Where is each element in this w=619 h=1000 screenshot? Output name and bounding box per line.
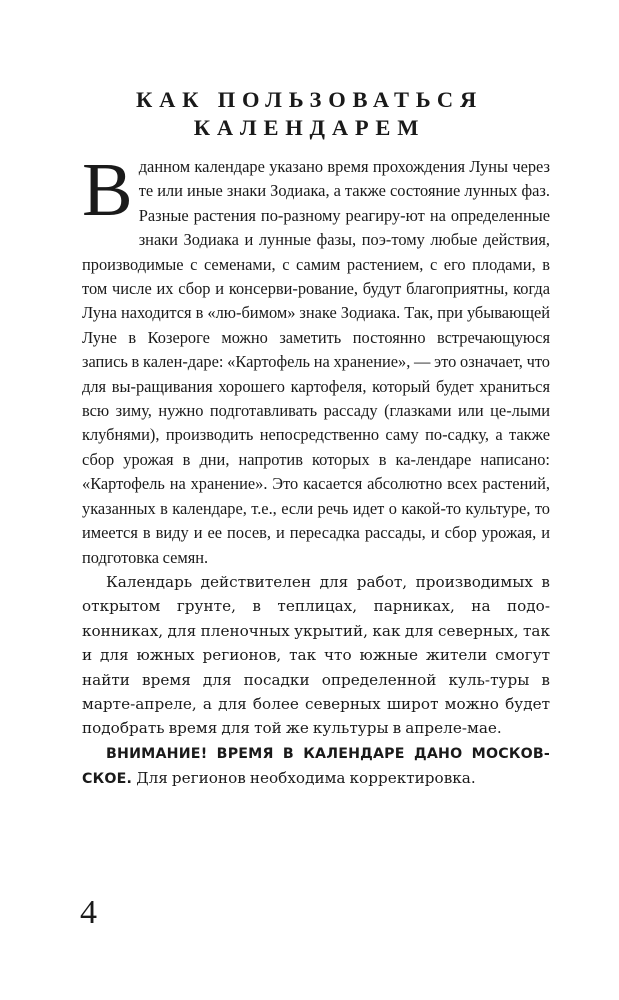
paragraph-3-text: Для регионов необходима корректировка. xyxy=(132,769,476,788)
page-number: 4 xyxy=(80,894,97,931)
title-line-2: КАЛЕНДАРЕМ xyxy=(193,115,426,140)
paragraph-1-text: данном календаре указано время прохождения Луны через те или иные знаки Зодиака, а также состояние лунных фаз. Разные растения по-разному реагиру-ют на определенные знаки Зодиака и лунные фазы, поэ-тому любые действия, производимые с семенами, с самим растением, с его плодами, в том числе их сбор и консерви-рование, будут благоприятны, когда Луна находится в «лю-бимом» знаке Зодиака. Так, при убывающей Луне в Козероге можно заметить постоянно встречающуюся запись в кален-даре: «Картофель на хранение», — это означает, что для вы-ращивания хорошего картофеля, который будет храниться всю зиму, нужно подготавливать рассаду (глазками или це-лыми клубнями), производить непосредственно саму по-садку, а также сбор урожая в дни, напротив которых в ка-лендаре написано: «Картофель на хранение». Это касается абсолютно всех растений, указанных в календаре, т.е., если речь идет о какой-то культуре, то имеется в виду и ее посев, и пересадка рассады, и сбор урожая, и подготовка семян. xyxy=(82,157,550,567)
drop-cap: В xyxy=(82,148,133,232)
title-line-1: КАК ПОЛЬЗОВАТЬСЯ xyxy=(135,87,484,112)
paragraph-2: Календарь действителен для работ, производимых в открытом грунте, в теплицах, парниках, на подо-конниках, для пленочных укрытий, как для северных, так и для южных регионов, так что южные жители смогут найти время для посадки определенной куль-туры в марте-апреле, а для более северных широт можно будет подобрать время для той же культуры в апреле-мае. xyxy=(82,572,550,738)
page-title xyxy=(80,86,539,142)
body-text xyxy=(82,148,550,792)
paragraph-1 xyxy=(82,148,550,570)
warning-text: ВНИМАНИЕ! ВРЕМЯ В КАЛЕНДАРЕ ДАНО МОСКОВ-СКОЕ. xyxy=(82,745,550,788)
paragraph-3 xyxy=(82,741,550,792)
